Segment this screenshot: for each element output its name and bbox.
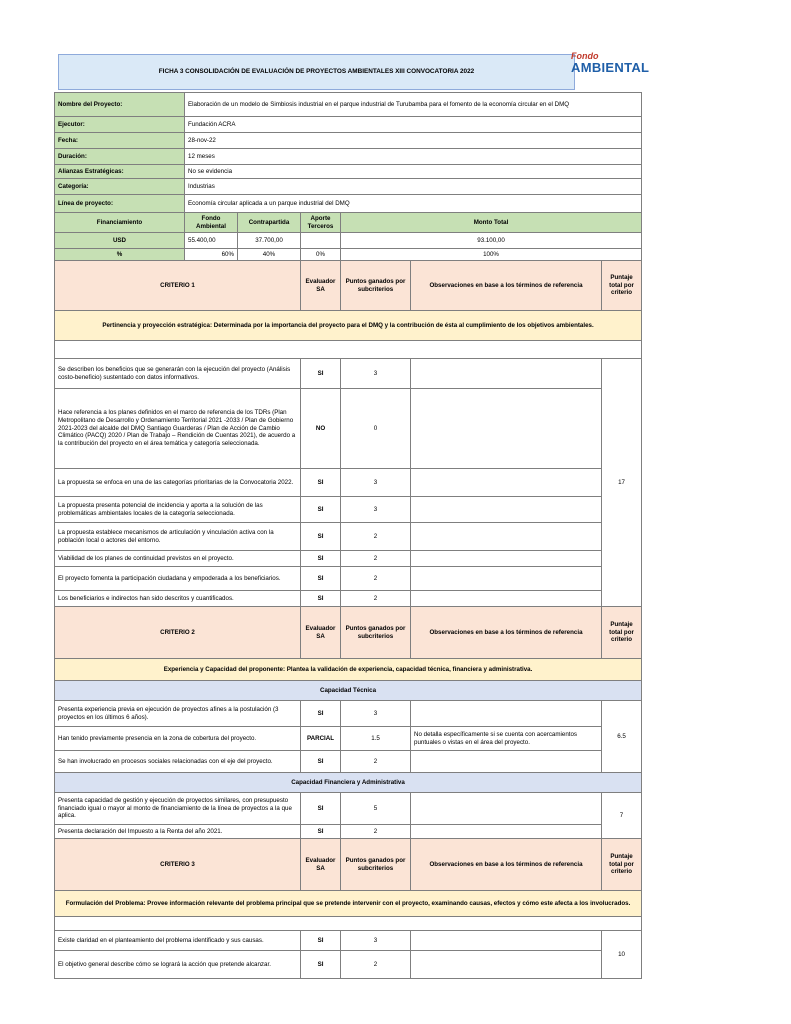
observation-cell [411, 951, 602, 979]
observation-cell [411, 497, 602, 523]
financing-usd-row [55, 233, 642, 249]
observation-cell: No detalla específicamente si se cuenta con acercamientos puntuales o vistas en el área del proyecto. [411, 727, 602, 751]
evaluation-sheet [54, 92, 641, 979]
col-header-evaluador: Evaluador SA [301, 607, 341, 659]
criterion-row [55, 523, 642, 551]
financing-header: Fondo Ambiental [185, 213, 238, 233]
observation-cell [411, 793, 602, 825]
observation-cell [411, 591, 602, 607]
observation-cell [411, 931, 602, 951]
criterio-total: 10 [602, 931, 642, 979]
fondo-ambiental-logo [571, 51, 650, 82]
info-label: Fecha: [55, 133, 185, 149]
evaluator-cell: NO [301, 389, 341, 469]
info-label: Alianzas Estratégicas: [55, 165, 185, 179]
page-title: FICHA 3 CONSOLIDACIÓN DE EVALUACIÓN DE PROYECTOS AMBIENTALES XIII CONVOCATORIA 2022 [158, 68, 475, 75]
info-label: Línea de proyecto: [55, 195, 185, 213]
criterio-header-row [55, 607, 642, 659]
evaluator-cell: SI [301, 751, 341, 773]
points-cell: 2 [341, 751, 411, 773]
col-header-evaluador: Evaluador SA [301, 839, 341, 891]
criterion-text: Existe claridad en el planteamiento del problema identificado y sus causas. [55, 931, 301, 951]
criterio-total: 17 [602, 359, 642, 607]
criterion-text: Presenta experiencia previa en ejecución de proyectos afines a la postulación (3 proyectos en los últimos 6 años). [55, 701, 301, 727]
info-value: No se evidencia [185, 165, 642, 179]
criterion-text: Presenta capacidad de gestión y ejecución de proyectos similares, con presupuesto financiado igual o mayor al monto de financiamiento de la línea de proyectos a la que aplica. [55, 793, 301, 825]
info-row [55, 149, 642, 165]
observation-cell [411, 567, 602, 591]
financing-cell [301, 233, 341, 249]
spacer-row [55, 341, 642, 359]
criterion-text: Han tenido previamente presencia en la zona de cobertura del proyecto. [55, 727, 301, 751]
criterion-text: Presenta declaración del Impuesto a la Renta del año 2021. [55, 825, 301, 839]
criterio-title: CRITERIO 3 [55, 839, 301, 891]
observation-cell [411, 751, 602, 773]
evaluator-cell: SI [301, 551, 341, 567]
criterio-header-row [55, 839, 642, 891]
info-row [55, 93, 642, 117]
observation-cell [411, 389, 602, 469]
financing-cell: USD [55, 233, 185, 249]
evaluator-cell: SI [301, 793, 341, 825]
financing-cell: 40% [238, 249, 301, 261]
criterio-total: 7 [602, 793, 642, 839]
evaluator-cell: SI [301, 951, 341, 979]
financing-cell: % [55, 249, 185, 261]
points-cell: 1.5 [341, 727, 411, 751]
info-value: Fundación ACRA [185, 117, 642, 133]
info-row [55, 117, 642, 133]
points-cell: 2 [341, 551, 411, 567]
criterion-text: El objetivo general describe cómo se logrará la acción que pretende alcanzar. [55, 951, 301, 979]
evaluator-cell: PARCIAL [301, 727, 341, 751]
col-header-puntos: Puntos ganados por subcriterios [341, 607, 411, 659]
financing-cell: 60% [185, 249, 238, 261]
info-label: Nombre del Proyecto: [55, 93, 185, 117]
criterion-text: Viabilidad de los planes de continuidad previstos en el proyecto. [55, 551, 301, 567]
description-row [55, 891, 642, 917]
col-header-puntaje: Puntaje total por criterio [602, 839, 642, 891]
points-cell: 3 [341, 931, 411, 951]
points-cell: 2 [341, 567, 411, 591]
criterion-row [55, 567, 642, 591]
description-row [55, 311, 642, 341]
points-cell: 2 [341, 591, 411, 607]
criterio-description: Pertinencia y proyección estratégica: Determinada por la importancia del proyecto para el DMQ y la contribución de ésta al cumplimiento de los objetivos ambientales. [55, 311, 642, 341]
evaluator-cell: SI [301, 591, 341, 607]
criterion-text: Se han involucrado en procesos sociales relacionadas con el eje del proyecto. [55, 751, 301, 773]
observation-cell [411, 701, 602, 727]
subsection-title: Capacidad Técnica [55, 681, 642, 701]
info-label: Ejecutor: [55, 117, 185, 133]
evaluator-cell: SI [301, 497, 341, 523]
logo-bottom-text: AMBIENTAL [571, 60, 650, 75]
criterion-row [55, 793, 642, 825]
criterion-text: Se describen los beneficios que se generarán con la ejecución del proyecto (Análisis costo-beneficio) sustentado con datos informativos. [55, 359, 301, 389]
spacer-cell [55, 341, 642, 359]
criterion-row [55, 727, 642, 751]
points-cell: 3 [341, 497, 411, 523]
subsection-title: Capacidad Financiera y Administrativa [55, 773, 642, 793]
points-cell: 3 [341, 469, 411, 497]
observation-cell [411, 359, 602, 389]
criterion-text: Los beneficiarios e indirectos han sido descritos y cuantificados. [55, 591, 301, 607]
criterio-description: Experiencia y Capacidad del proponente: Plantea la validación de experiencia, capacidad técnica, financiera y administrativa. [55, 659, 642, 681]
points-cell: 2 [341, 951, 411, 979]
evaluator-cell: SI [301, 469, 341, 497]
criterion-row [55, 701, 642, 727]
info-label: Categoría: [55, 179, 185, 195]
observation-cell [411, 551, 602, 567]
points-cell: 0 [341, 389, 411, 469]
info-row [55, 179, 642, 195]
criterio-total: 6.5 [602, 701, 642, 773]
criterio-header-row [55, 261, 642, 311]
col-header-observaciones: Observaciones en base a los términos de referencia [411, 607, 602, 659]
col-header-puntos: Puntos ganados por subcriterios [341, 839, 411, 891]
criterion-row [55, 591, 642, 607]
col-header-puntaje: Puntaje total por criterio [602, 261, 642, 311]
points-cell: 2 [341, 825, 411, 839]
financing-cell: 93.100,00 [341, 233, 642, 249]
criterion-row [55, 931, 642, 951]
col-header-puntaje: Puntaje total por criterio [602, 607, 642, 659]
financing-cell: 0% [301, 249, 341, 261]
info-value: 12 meses [185, 149, 642, 165]
evaluator-cell: SI [301, 931, 341, 951]
evaluator-cell: SI [301, 523, 341, 551]
evaluator-cell: SI [301, 701, 341, 727]
points-cell: 3 [341, 359, 411, 389]
spacer-row [55, 917, 642, 931]
points-cell: 3 [341, 701, 411, 727]
criterion-row [55, 389, 642, 469]
criterion-row [55, 825, 642, 839]
criterion-text: La propuesta se enfoca en una de las categorías prioritarias de la Convocatoria 2022. [55, 469, 301, 497]
criterio-description: Formulación del Problema: Provee información relevante del problema principal que se pretende intervenir con el proyecto, examinando causas, efectos y cómo este afecta a los involucrados. [55, 891, 642, 917]
criterio-title: CRITERIO 1 [55, 261, 301, 311]
criterion-row [55, 551, 642, 567]
info-row [55, 165, 642, 179]
criterion-row [55, 751, 642, 773]
financing-cell: 100% [341, 249, 642, 261]
points-cell: 5 [341, 793, 411, 825]
description-row [55, 659, 642, 681]
evaluation-table [54, 92, 642, 979]
info-row [55, 195, 642, 213]
criterion-text: La propuesta presenta potencial de incidencia y aporta a la solución de las problemáticas ambientales locales de la categoría seleccionada. [55, 497, 301, 523]
col-header-observaciones: Observaciones en base a los términos de referencia [411, 839, 602, 891]
info-value: Economía circular aplicada a un parque industrial del DMQ [185, 195, 642, 213]
criterion-row [55, 497, 642, 523]
info-value: 28-nov-22 [185, 133, 642, 149]
observation-cell [411, 523, 602, 551]
evaluator-cell: SI [301, 359, 341, 389]
logo-top-text: Fondo [571, 51, 599, 61]
info-row [55, 133, 642, 149]
criterion-text: El proyecto fomenta la participación ciudadana y empoderada a los beneficiarios. [55, 567, 301, 591]
col-header-evaluador: Evaluador SA [301, 261, 341, 311]
info-value: Elaboración de un modelo de Simbiosis industrial en el parque industrial de Turubamba para el fomento de la economía circular en el DMQ [185, 93, 642, 117]
financing-header: Monto Total [341, 213, 642, 233]
observation-cell [411, 825, 602, 839]
info-label: Duración: [55, 149, 185, 165]
subsection-row [55, 773, 642, 793]
evaluator-cell: SI [301, 567, 341, 591]
col-header-puntos: Puntos ganados por subcriterios [341, 261, 411, 311]
financing-header: Aporte Terceros [301, 213, 341, 233]
subsection-row [55, 681, 642, 701]
criterion-row [55, 951, 642, 979]
financing-header: Contrapartida [238, 213, 301, 233]
col-header-observaciones: Observaciones en base a los términos de referencia [411, 261, 602, 311]
financing-cell: 37.700,00 [238, 233, 301, 249]
spacer-cell [55, 917, 642, 931]
financing-pct-row [55, 249, 642, 261]
criterion-text: Hace referencia a los planes definidos en el marco de referencia de los TDRs (Plan Metropolitano de Desarrollo y Ordenamiento Territorial 2021 -2033 / Plan de Gobierno 2021-2023 del alcalde del DMQ Santiago Guarderas / Plan de Acción de Cambio Climático (PACQ) 2020 / Plan de Trabajo – Rendición de Cuentas 2021), de acuerdo a la contribución del proyecto en el área temática y categoría seleccionada. [55, 389, 301, 469]
financing-header-row [55, 213, 642, 233]
criterion-text: La propuesta establece mecanismos de articulación y vinculación activa con la población local o actores del entorno. [55, 523, 301, 551]
criterion-row [55, 469, 642, 497]
financing-header: Financiamiento [55, 213, 185, 233]
criterio-title: CRITERIO 2 [55, 607, 301, 659]
evaluator-cell: SI [301, 825, 341, 839]
points-cell: 2 [341, 523, 411, 551]
info-value: Industrias [185, 179, 642, 195]
financing-cell: 55.400,00 [185, 233, 238, 249]
criterion-row [55, 359, 642, 389]
observation-cell [411, 469, 602, 497]
